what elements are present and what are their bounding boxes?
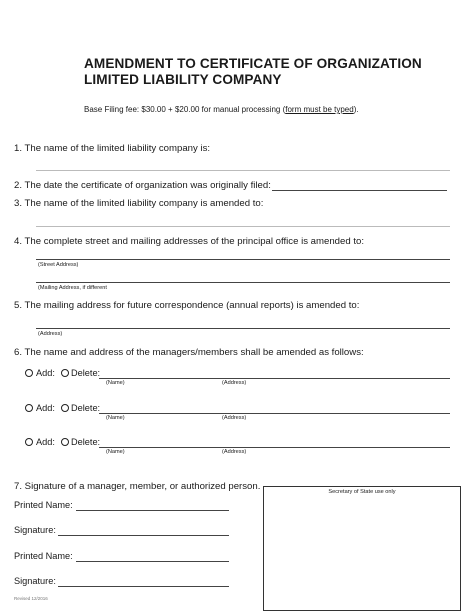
item-5-label: 5. The mailing address for future correspondence (annual reports) is amended to: <box>14 300 360 311</box>
delete-label: Delete: <box>71 437 101 447</box>
item-3-label: 3. The name of the limited liability company is amended to: <box>14 198 264 209</box>
item-1-answer-line[interactable] <box>36 170 450 171</box>
address-caption: (Address) <box>222 380 247 386</box>
manager-entry-line[interactable] <box>99 447 450 448</box>
mailing-address-line[interactable] <box>36 282 450 283</box>
mailing-address-caption: (Mailing Address, if different <box>38 285 107 291</box>
add-radio[interactable] <box>25 404 33 412</box>
item-7-label: 7. Signature of a manager, member, or authorized person. <box>14 481 261 492</box>
revised-date: Revised 12/2016 <box>14 596 48 601</box>
item-2-date-line[interactable] <box>272 190 447 191</box>
name-caption: (Name) <box>106 380 125 386</box>
signature-line[interactable] <box>58 535 229 536</box>
manager-entry-line[interactable] <box>99 378 450 379</box>
delete-label: Delete: <box>71 403 101 413</box>
signature-line[interactable] <box>58 586 229 587</box>
add-radio[interactable] <box>25 438 33 446</box>
name-caption: (Name) <box>106 415 125 421</box>
printed-name-label: Printed Name: <box>14 500 73 510</box>
correspondence-address-caption: (Address) <box>38 331 63 337</box>
delete-label: Delete: <box>71 368 101 378</box>
form-title-line1: AMENDMENT TO CERTIFICATE OF ORGANIZATION <box>84 56 422 71</box>
item-2-label: 2. The date the certificate of organization was originally filed: <box>14 180 271 191</box>
printed-name-line[interactable] <box>76 561 229 562</box>
add-label: Add: <box>36 437 55 447</box>
address-caption: (Address) <box>222 449 247 455</box>
form-must-be-typed-note: form must be typed <box>285 105 354 114</box>
secretary-of-state-box <box>263 486 461 611</box>
add-label: Add: <box>36 403 55 413</box>
printed-name-label: Printed Name: <box>14 551 73 561</box>
add-label: Add: <box>36 368 55 378</box>
item-1-label: 1. The name of the limited liability company is: <box>14 143 211 154</box>
add-radio[interactable] <box>25 369 33 377</box>
signature-label: Signature: <box>14 576 56 586</box>
address-caption: (Address) <box>222 415 247 421</box>
street-address-caption: (Street Address) <box>38 262 79 268</box>
item-6-label: 6. The name and address of the managers/members shall be amended as follows: <box>14 347 364 358</box>
manager-entry-line[interactable] <box>99 413 450 414</box>
form-title-line2: LIMITED LIABILITY COMPANY <box>84 72 282 87</box>
name-caption: (Name) <box>106 449 125 455</box>
delete-radio[interactable] <box>61 438 69 446</box>
signature-label: Signature: <box>14 525 56 535</box>
street-address-line[interactable] <box>36 259 450 260</box>
manager-row <box>24 437 454 455</box>
delete-radio[interactable] <box>61 369 69 377</box>
item-3-answer-line[interactable] <box>36 226 450 227</box>
manager-row <box>24 368 454 386</box>
item-4-label: 4. The complete street and mailing addresses of the principal office is amended to: <box>14 236 365 247</box>
manager-row <box>24 403 454 421</box>
correspondence-address-line[interactable] <box>36 328 450 329</box>
secretary-of-state-label: Secretary of State use only <box>328 489 396 495</box>
printed-name-line[interactable] <box>76 510 229 511</box>
filing-fee-note: Base Filing fee: $30.00 + $20.00 for manual processing (form must be typed). <box>84 105 359 114</box>
delete-radio[interactable] <box>61 404 69 412</box>
